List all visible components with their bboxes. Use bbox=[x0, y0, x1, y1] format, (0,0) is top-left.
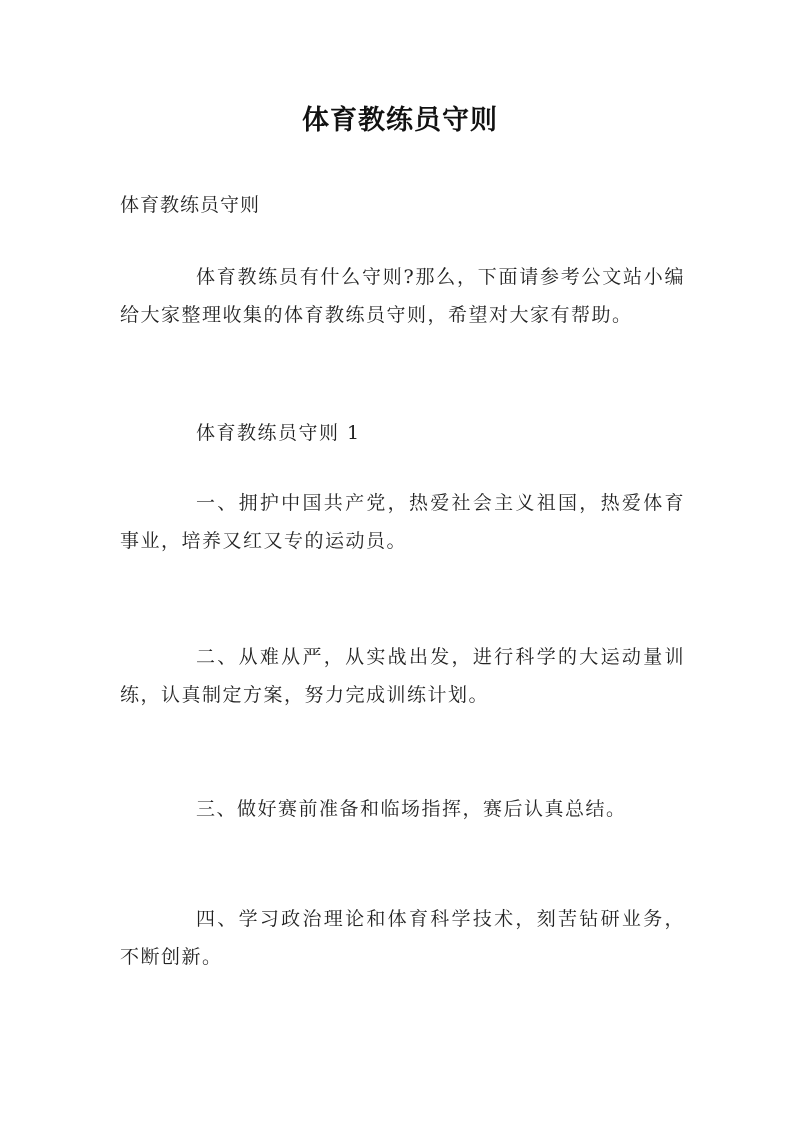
intro-paragraph: 体育教练员有什么守则?那么，下面请参考公文站小编给大家整理收集的体育教练员守则，希望对大家有帮助。 bbox=[120, 266, 685, 326]
rule-paragraph-4: 四、学习政治理论和体育科学技术，刻苦钻研业务，不断创新。 bbox=[120, 908, 685, 968]
rule-paragraph-2: 二、从难从严，从实战出发，进行科学的大运动量训练，认真制定方案，努力完成训练计划。 bbox=[120, 646, 685, 706]
document-subtitle: 体育教练员守则 bbox=[120, 194, 261, 216]
rule-paragraph-1: 一、拥护中国共产党，热爱社会主义祖国，热爱体育事业，培养又红又专的运动员。 bbox=[120, 492, 685, 552]
section-heading: 体育教练员守则 1 bbox=[196, 422, 361, 444]
rule-paragraph-3: 三、做好赛前准备和临场指挥，赛后认真总结。 bbox=[196, 798, 627, 820]
document-title: 体育教练员守则 bbox=[302, 105, 498, 136]
